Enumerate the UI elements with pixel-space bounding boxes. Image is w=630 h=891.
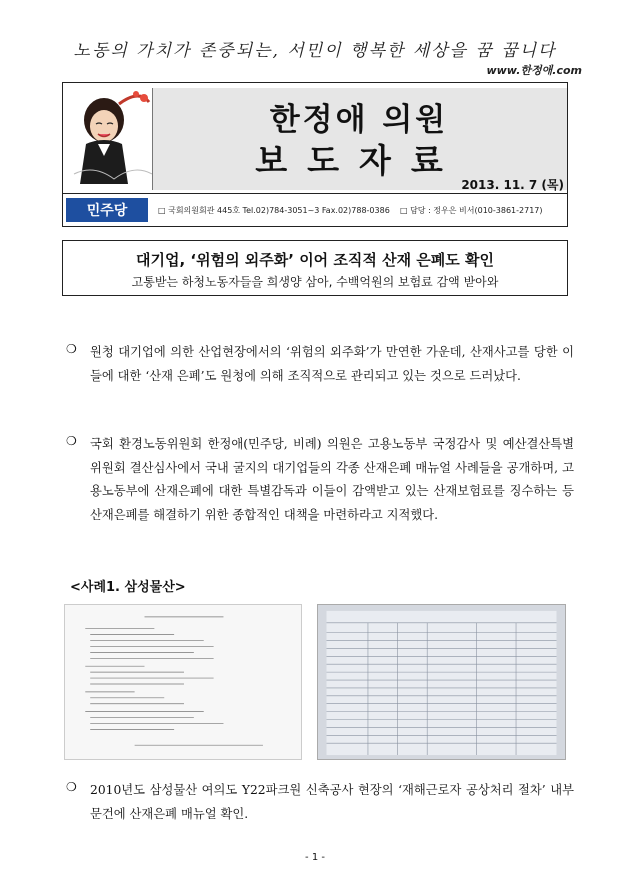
- scanned-ledger-image: [317, 604, 566, 760]
- bullet-icon: ❍: [66, 434, 77, 448]
- website-link[interactable]: www.한정애.com: [486, 64, 582, 77]
- subheadline: 고통받는 하청노동자들을 희생양 삼아, 수백억원의 보험료 감액 받아와: [131, 275, 499, 289]
- lawmaker-name: 한정애 의원: [269, 102, 449, 138]
- paragraph: [66, 779, 574, 826]
- paragraph: [66, 341, 574, 388]
- paragraph: [66, 433, 574, 527]
- slogan: 노동의 가치가 존중되는, 서민이 행복한 세상을 꿈 꿉니다: [73, 41, 557, 61]
- bullet-icon: ❍: [66, 342, 77, 356]
- contact-info: [158, 205, 543, 216]
- lawmaker-caricature: [64, 84, 152, 190]
- divider: [62, 193, 568, 194]
- page-title: 보도자료: [255, 141, 463, 180]
- paragraph-text: 국회 환경노동위원회 한정애(민주당, 비례) 의원은 고용노동부 국정감사 및 예산결산특별위원회 결산심사에서 국내 굴지의 대기업들의 각종 산재은폐 매뉴얼 사례들을 공개하며, 고용노동부에 산재은폐에 대한 특별감독과 이들이 감액받고 있는 산재보험료를 징수하는 등 산재은폐를 해결하기 위한 종합적인 대책을 마련하라고 지적했다.: [90, 437, 574, 522]
- party-logo: [66, 198, 148, 222]
- paragraph-text: 원청 대기업에 의한 산업현장에서의 ‘위험의 외주화’가 만연한 가운데, 산재사고를 당한 이들에 대한 ‘산재 은폐’도 원청에 의해 조직적으로 관리되고 있는 것으로 드러났다.: [90, 345, 574, 383]
- contact-person: □ 담당 : 정우은 비서(010-3861-2717): [399, 206, 543, 215]
- bullet-icon: ❍: [66, 780, 77, 794]
- case-heading: <사례1. 삼성물산>: [70, 580, 186, 595]
- release-date: 2013. 11. 7 (목): [461, 178, 564, 192]
- paragraph-text: 2010년도 삼성물산 여의도 Y22파크원 신축공사 현장의 ‘재해근로자 공상처리 절차’ 내부문건에 산재은폐 매뉴얼 확인.: [90, 783, 574, 821]
- headline: 대기업, ‘위험의 외주화’ 이어 조직적 산재 은폐도 확인: [136, 251, 494, 269]
- scanned-memo-image: [64, 604, 302, 760]
- contact-office: □ 국회의원회관 445호 Tel.02)784-3051~3 Fax.02)788-0386: [158, 206, 390, 215]
- page-number: - 1 -: [305, 852, 325, 863]
- party-logo-text: 민주당: [86, 203, 128, 219]
